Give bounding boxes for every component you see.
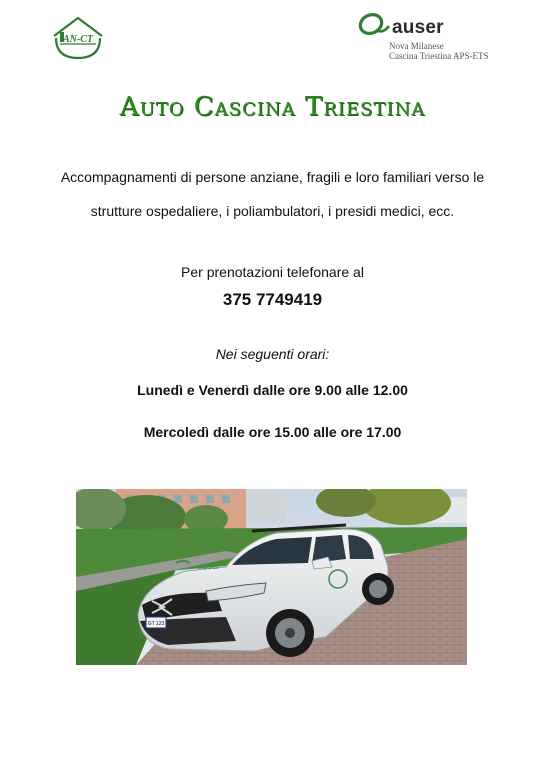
auser-swoosh-icon bbox=[356, 10, 390, 40]
car-photo bbox=[76, 489, 467, 665]
description-line2: strutture ospedaliere, i poliambulatori, i presidi medici, ecc. bbox=[90, 203, 455, 219]
license-plate-text: GT 123 bbox=[147, 621, 165, 627]
description-line1: Accompagnamenti di persone anziane, fragili e loro familiari verso le bbox=[60, 169, 485, 185]
hours-slot-wed: Mercoledì dalle ore 15.00 alle ore 17.00 bbox=[143, 424, 402, 440]
auser-logo bbox=[352, 8, 522, 64]
anct-house-icon bbox=[50, 14, 106, 62]
hours-slot-mon-fri: Lunedì e Venerdì dalle ore 9.00 alle 12.00 bbox=[137, 382, 408, 398]
auser-subtitle-line2: Cascina Triestina APS-ETS bbox=[389, 51, 489, 61]
anct-logo-text: AN-CT bbox=[63, 34, 93, 45]
page-title: Auto Cascina Triestina bbox=[119, 92, 426, 122]
service-description bbox=[30, 160, 515, 228]
car-photo-illustration bbox=[76, 489, 467, 665]
hours-intro: Nei seguenti orari: bbox=[215, 346, 330, 362]
anct-logo bbox=[50, 14, 106, 62]
auser-subtitle-line1: Nova Milanese bbox=[389, 41, 444, 51]
auser-name: auser bbox=[392, 17, 444, 38]
car-hood-logo-text: auser bbox=[198, 562, 220, 571]
booking-label: Per prenotazioni telefonare al bbox=[181, 264, 364, 280]
auser-subtitle bbox=[389, 41, 489, 61]
phone-number: 375 7749419 bbox=[222, 290, 323, 309]
